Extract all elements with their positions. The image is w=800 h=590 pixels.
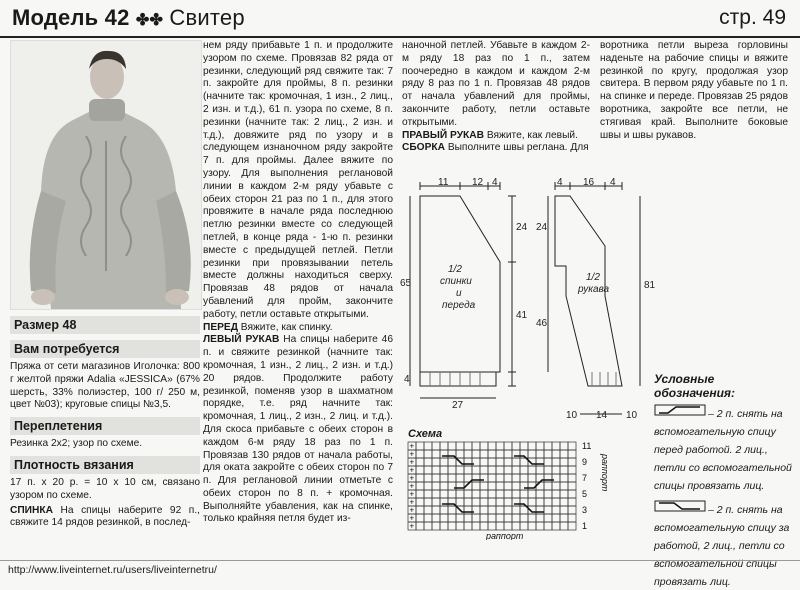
body-right-dim-1: 24 <box>516 222 528 233</box>
scheme-cell <box>520 466 528 474</box>
scheme-cell <box>560 498 568 506</box>
scheme-cell <box>560 506 568 514</box>
scheme-rapport-label: раппорт <box>486 531 524 540</box>
scheme-cell <box>472 522 480 530</box>
scheme-cell <box>560 490 568 498</box>
scheme-cell <box>416 514 424 522</box>
front-label: ПЕРЕД <box>203 321 238 333</box>
scheme-cell <box>472 442 480 450</box>
stars-ornament: ✤✤ <box>135 12 164 29</box>
scheme-cell <box>472 482 480 490</box>
scheme-cell <box>504 482 512 490</box>
scheme-cell <box>496 466 504 474</box>
page-number: стр. 49 <box>719 6 786 29</box>
scheme-cell <box>520 514 528 522</box>
scheme-cell <box>552 490 560 498</box>
third-column <box>402 40 590 155</box>
legend-text-1: – 2 п. снять на вспомогательную спицу перед работой. 2 лиц., петли со вспомогательной спицы провязать лиц. <box>654 408 792 492</box>
scheme-cell <box>424 498 432 506</box>
scheme-cell <box>488 482 496 490</box>
scheme-cell <box>464 490 472 498</box>
scheme-cell <box>504 498 512 506</box>
scheme-cell <box>552 522 560 530</box>
scheme-cell <box>496 474 504 482</box>
scheme-cell <box>488 514 496 522</box>
scheme-cell <box>512 466 520 474</box>
scheme-cell <box>424 482 432 490</box>
scheme-cell <box>560 514 568 522</box>
scheme-cell <box>528 522 536 530</box>
scheme-cell <box>424 490 432 498</box>
scheme-cell <box>432 506 440 514</box>
scheme-cell <box>480 506 488 514</box>
scheme-cell <box>416 506 424 514</box>
legend <box>654 372 794 590</box>
scheme-cell <box>464 442 472 450</box>
scheme-cell <box>512 442 520 450</box>
scheme-cell <box>568 458 576 466</box>
scheme-cell <box>528 450 536 458</box>
body-label-2: спинки <box>440 276 472 287</box>
scheme-cell <box>552 450 560 458</box>
sleeve-bottom-dim-2: 14 <box>596 410 608 421</box>
scheme-cell <box>536 466 544 474</box>
scheme-plus-mark: + <box>409 457 415 467</box>
scheme-cell <box>416 474 424 482</box>
scheme-cell <box>568 514 576 522</box>
cross-left-icon <box>654 404 706 416</box>
fourth-column <box>600 40 788 142</box>
page-title <box>12 5 245 31</box>
scheme-cell <box>464 466 472 474</box>
scheme-cell <box>432 458 440 466</box>
scheme-cell <box>456 498 464 506</box>
assembly-label: СБОРКА <box>402 142 445 154</box>
garment-title: Свитер <box>169 5 245 30</box>
sleeve-total-dim: 81 <box>644 280 656 291</box>
scheme-cell <box>424 466 432 474</box>
scheme-cell <box>568 490 576 498</box>
scheme-cell <box>496 482 504 490</box>
scheme-cell <box>480 450 488 458</box>
scheme-cell <box>544 490 552 498</box>
scheme-cell <box>432 514 440 522</box>
body-right-dim-3: 4 <box>404 374 410 385</box>
scheme-cell <box>512 490 520 498</box>
scheme-cell <box>536 498 544 506</box>
scheme-cell <box>544 466 552 474</box>
scheme-cell <box>432 490 440 498</box>
right-sleeve-label: ПРАВЫЙ РУКАВ <box>402 129 484 141</box>
sleeve-top-dim-3: 4 <box>610 177 616 188</box>
scheme-cell <box>496 490 504 498</box>
scheme-cell <box>480 522 488 530</box>
materials-text: Пряжа от сети магазинов Иголочка: 800 г желтой пряжи Adalia «JESSICA» (67% шерсть, 33% полиэстер, 100 г/ 250 м, цвет №03); круговые спицы №3,5. <box>10 361 200 411</box>
scheme-cell <box>488 522 496 530</box>
scheme-row-9: 9 <box>582 457 588 467</box>
scheme-cell <box>488 490 496 498</box>
scheme-cell <box>520 474 528 482</box>
scheme-cell <box>544 482 552 490</box>
footer <box>0 560 800 581</box>
sleeve-label-2: рукава <box>578 284 610 295</box>
scheme-cell <box>560 466 568 474</box>
scheme-cell <box>432 442 440 450</box>
right-sleeve-text: Вяжите, как левый. <box>484 129 578 141</box>
scheme-cell <box>504 442 512 450</box>
scheme-cell <box>560 474 568 482</box>
scheme-cell <box>496 498 504 506</box>
scheme-cell <box>496 458 504 466</box>
scheme-cell <box>496 450 504 458</box>
sleeve-left-dim-2: 46 <box>536 318 548 329</box>
scheme-cell <box>472 514 480 522</box>
scheme-cell <box>488 498 496 506</box>
scheme-cell <box>512 514 520 522</box>
scheme-cell <box>544 458 552 466</box>
scheme-cell <box>440 506 448 514</box>
scheme-cell <box>464 522 472 530</box>
scheme-cell <box>504 522 512 530</box>
body-label-3: и <box>456 288 462 299</box>
scheme-cell <box>456 466 464 474</box>
scheme-cell <box>536 442 544 450</box>
scheme-cell <box>496 506 504 514</box>
scheme-plus-mark: + <box>409 481 415 491</box>
scheme-cell <box>528 514 536 522</box>
scheme-cell <box>568 482 576 490</box>
scheme-cell <box>480 490 488 498</box>
scheme-cell <box>496 442 504 450</box>
scheme-cell <box>448 458 456 466</box>
scheme-cell <box>480 514 488 522</box>
scheme-cell <box>504 474 512 482</box>
body-label-1: 1/2 <box>448 264 462 275</box>
left-sleeve-paragraph <box>203 334 393 526</box>
scheme-cell <box>456 522 464 530</box>
scheme-cell <box>424 506 432 514</box>
scheme-cell <box>456 490 464 498</box>
scheme-cell <box>480 498 488 506</box>
scheme-cell <box>528 442 536 450</box>
back-label: СПИНКА <box>10 504 53 516</box>
source-url[interactable]: http://www.liveinternet.ru/users/liveinternetru/ <box>8 564 217 576</box>
knitting-scheme <box>406 440 616 540</box>
scheme-plus-mark: + <box>409 449 415 459</box>
scheme-cell <box>472 490 480 498</box>
scheme-cell <box>424 458 432 466</box>
body-top-dim-2: 12 <box>472 177 484 188</box>
scheme-row-1: 1 <box>582 521 588 531</box>
scheme-cell <box>536 450 544 458</box>
scheme-cell <box>472 498 480 506</box>
front-text: Вяжите, как спинку. <box>237 321 333 333</box>
scheme-cell <box>424 442 432 450</box>
scheme-cell <box>456 474 464 482</box>
scheme-cell <box>424 522 432 530</box>
sleeve-top-dim-2: 16 <box>583 177 595 188</box>
cross-right-icon <box>654 500 706 512</box>
scheme-title: Схема <box>408 428 443 440</box>
scheme-cell <box>504 466 512 474</box>
scheme-cell <box>416 522 424 530</box>
scheme-cell <box>432 522 440 530</box>
scheme-cell <box>416 442 424 450</box>
body-top-dim-1: 11 <box>438 177 449 188</box>
density-heading: Плотность вязания <box>10 456 200 474</box>
scheme-cell <box>464 450 472 458</box>
scheme-cell <box>520 522 528 530</box>
scheme-cell <box>448 466 456 474</box>
body-bottom-dim: 27 <box>452 400 464 411</box>
scheme-plus-mark: + <box>409 497 415 507</box>
scheme-cell <box>504 450 512 458</box>
density-text: 17 п. х 20 р. = 10 х 10 см, связано узором по схеме. <box>10 476 200 501</box>
scheme-cell <box>480 442 488 450</box>
scheme-cell <box>512 458 520 466</box>
scheme-plus-mark: + <box>409 465 415 475</box>
scheme-cell <box>440 442 448 450</box>
right-sleeve-paragraph <box>402 130 590 143</box>
scheme-cell <box>504 490 512 498</box>
scheme-cell <box>424 514 432 522</box>
scheme-cell <box>432 450 440 458</box>
body-label-4: переда <box>442 300 476 311</box>
scheme-plus-mark: + <box>409 489 415 499</box>
left-sleeve-text: На спицы наберите 46 п. и свяжите резинкой (начните так: кромочная, 1 изн., 2 лиц., 2 изн. и т.д.) 20 рядов. Продолжите работу резинкой, поменяв узор в шахматном порядке, т.е. ряд начните так: кромочная, 1 лиц., 2 изн., 2 лиц. и т.д.). Для скоса прибавьте с обеих сторон в каждом 6-м ряду 18 раз по 1 п. Провязав 130 рядов от начала работы, для оката закройте с обеих сторон по 7 п. Для реглановой линии отметьте с обеих сторон по 8 п. + кромочная. Выполняйте убавления, как на спинке, только крайняя петля будет из- <box>203 334 394 525</box>
scheme-cell <box>504 506 512 514</box>
legend-text-2: – 2 п. снять на вспомогательную спицу за работой, 2 лиц., петли со вспомогательной спицы провязать лиц. <box>654 504 790 588</box>
scheme-cell <box>440 474 448 482</box>
scheme-cell <box>568 474 576 482</box>
scheme-cell <box>552 466 560 474</box>
scheme-cell <box>560 482 568 490</box>
scheme-cell <box>552 498 560 506</box>
back-continued-text: нем ряду прибавьте 1 п. и продолжите узором по схеме. Провязав 82 ряда от резинки, следующий ряд свяжите так: 7 п. закройте для проймы, 8 п. резинки (начните так: кромочная, 1 изн., 2 лиц., 2 изн. и т.д.), 61 п. узора по схеме, 8 п. резинки (начните так: 2 лиц., 2 изн. и т.д.), довяжите ряд по узору и в следующем изнаночном ряду закройте 7 п. для проймы. Далее вяжите по узору. Для выполнения реглановой линии в каждом 2-м ряду убавьте с обеих сторон 21 раз по 1 п., для этого провяжите в начале ряда последнюю петлю резинки вместе со следующей петлей, в конце ряда - 1-ю п. резинки вместе с предыдущей петлей. Петли резинки при провязывании петель вместе должны находиться сверху. Провязав 48 рядов от начала убавлений для пройм, закончите работу, петли оставьте открытыми. <box>203 40 393 320</box>
scheme-cell <box>488 442 496 450</box>
scheme-cell <box>464 498 472 506</box>
scheme-cell <box>448 506 456 514</box>
scheme-cell <box>496 522 504 530</box>
scheme-cell <box>528 490 536 498</box>
scheme-cell <box>488 458 496 466</box>
scheme-plus-mark: + <box>409 505 415 515</box>
scheme-cell <box>424 474 432 482</box>
scheme-cell <box>536 522 544 530</box>
scheme-cell <box>528 466 536 474</box>
scheme-cell <box>416 458 424 466</box>
scheme-cell <box>416 482 424 490</box>
scheme-row-3: 3 <box>582 505 588 515</box>
scheme-cell <box>552 442 560 450</box>
legend-title: Условные обозначения: <box>654 372 735 400</box>
scheme-cell <box>456 450 464 458</box>
scheme-cell <box>440 490 448 498</box>
scheme-cell <box>568 522 576 530</box>
weaves-heading: Переплетения <box>10 417 200 435</box>
scheme-cell <box>512 506 520 514</box>
scheme-cell <box>440 482 448 490</box>
scheme-row-7: 7 <box>582 473 588 483</box>
scheme-cell <box>536 514 544 522</box>
size-heading: Размер 48 <box>10 316 200 334</box>
scheme-cell <box>504 458 512 466</box>
page-header <box>0 0 800 38</box>
scheme-cell <box>480 466 488 474</box>
scheme-cell <box>536 490 544 498</box>
model-name: Модель 42 <box>12 5 130 30</box>
scheme-cell <box>456 442 464 450</box>
scheme-row-5: 5 <box>582 489 588 499</box>
back-text: На спицы наберите 92 п., свяжите 14 рядов резинкой, в послед- <box>10 504 200 529</box>
sleeve-top-dim-1: 4 <box>557 177 563 188</box>
scheme-rapport-side: раппорт <box>600 454 610 492</box>
scheme-cell <box>552 506 560 514</box>
scheme-cell <box>560 522 568 530</box>
scheme-cell <box>432 474 440 482</box>
scheme-cell <box>440 514 448 522</box>
scheme-cell <box>448 514 456 522</box>
scheme-cell <box>496 514 504 522</box>
scheme-cell <box>472 450 480 458</box>
scheme-cell <box>448 442 456 450</box>
sleeve-bottom-dim-1: 10 <box>566 410 578 421</box>
scheme-plus-mark: + <box>409 513 415 523</box>
assembly-text: Выполните швы реглана. Для <box>444 142 589 154</box>
scheme-cell <box>552 514 560 522</box>
scheme-cell <box>568 442 576 450</box>
legend-item-1 <box>654 404 794 494</box>
scheme-cell <box>544 450 552 458</box>
scheme-cell <box>544 522 552 530</box>
scheme-cell <box>536 482 544 490</box>
body-top-dim-3: 4 <box>492 177 498 188</box>
back-paragraph <box>10 505 200 531</box>
scheme-cell <box>488 466 496 474</box>
scheme-plus-mark: + <box>409 441 415 451</box>
collar-text: воротника петли выреза горловины наденьте на рабочие спицы и вяжите резинкой по кругу, продолжая узор свитера. В первом ряду убавьте по 1 п. на спинке и переде. Провязав 25 рядов воротника, закройте все петли, не стягивая край. Выполните боковые швы и швы рукавов. <box>600 40 788 141</box>
materials-heading: Вам потребуется <box>10 340 200 358</box>
scheme-cell <box>528 498 536 506</box>
middle-column <box>203 40 393 526</box>
scheme-cell <box>440 522 448 530</box>
sleeve-continued-text: наночной петлей. Убавьте в каждом 2-м ряду 18 раз по 1 п., затем поочередно в каждом и каждом 2-м ряду 8 раз по 1 п. Провязав 48 рядов от начала убавлений для проймы, закончите работу, петли оставьте открытыми. <box>402 40 590 128</box>
scheme-cell <box>448 474 456 482</box>
scheme-cell <box>544 442 552 450</box>
scheme-cell <box>544 514 552 522</box>
scheme-cell <box>568 450 576 458</box>
scheme-plus-mark: + <box>409 521 415 531</box>
scheme-cell <box>544 498 552 506</box>
scheme-cell <box>488 474 496 482</box>
scheme-cell <box>416 450 424 458</box>
scheme-row-11: 11 <box>582 441 592 451</box>
body-right-dim-2: 41 <box>516 310 528 321</box>
body-left-dim: 65 <box>400 278 412 289</box>
scheme-cell <box>416 490 424 498</box>
scheme-cell <box>512 482 520 490</box>
scheme-cell <box>440 458 448 466</box>
scheme-cell <box>488 450 496 458</box>
scheme-cell <box>480 482 488 490</box>
sleeve-label-1: 1/2 <box>586 272 600 283</box>
scheme-cell <box>456 514 464 522</box>
scheme-cell <box>528 474 536 482</box>
scheme-cell <box>504 514 512 522</box>
scheme-plus-mark: + <box>409 473 415 483</box>
scheme-cell <box>512 474 520 482</box>
scheme-cell <box>440 466 448 474</box>
scheme-cell <box>520 442 528 450</box>
sleeve-left-dim-1: 24 <box>536 222 548 233</box>
scheme-cell <box>568 498 576 506</box>
scheme-cell <box>416 466 424 474</box>
scheme-cell <box>488 506 496 514</box>
scheme-cell <box>424 450 432 458</box>
scheme-cell <box>560 458 568 466</box>
scheme-cell <box>544 506 552 514</box>
weaves-text: Резинка 2х2; узор по схеме. <box>10 438 143 450</box>
scheme-cell <box>552 482 560 490</box>
scheme-cell <box>432 466 440 474</box>
scheme-cell <box>568 466 576 474</box>
left-column <box>10 316 200 530</box>
assembly-paragraph <box>402 142 590 155</box>
scheme-cell <box>472 466 480 474</box>
scheme-cell <box>560 450 568 458</box>
scheme-cell <box>432 498 440 506</box>
scheme-cell <box>520 490 528 498</box>
scheme-cell <box>432 482 440 490</box>
scheme-cell <box>448 522 456 530</box>
scheme-cell <box>464 514 472 522</box>
scheme-cell <box>552 458 560 466</box>
scheme-cell <box>448 490 456 498</box>
scheme-cell <box>568 506 576 514</box>
front-paragraph <box>203 322 393 335</box>
scheme-cell <box>560 442 568 450</box>
scheme-cell <box>416 498 424 506</box>
left-sleeve-label: ЛЕВЫЙ РУКАВ <box>203 334 280 346</box>
model-photo <box>10 40 202 310</box>
scheme-cell <box>512 522 520 530</box>
scheme-cell <box>480 458 488 466</box>
sleeve-bottom-dim-3: 10 <box>626 410 638 421</box>
